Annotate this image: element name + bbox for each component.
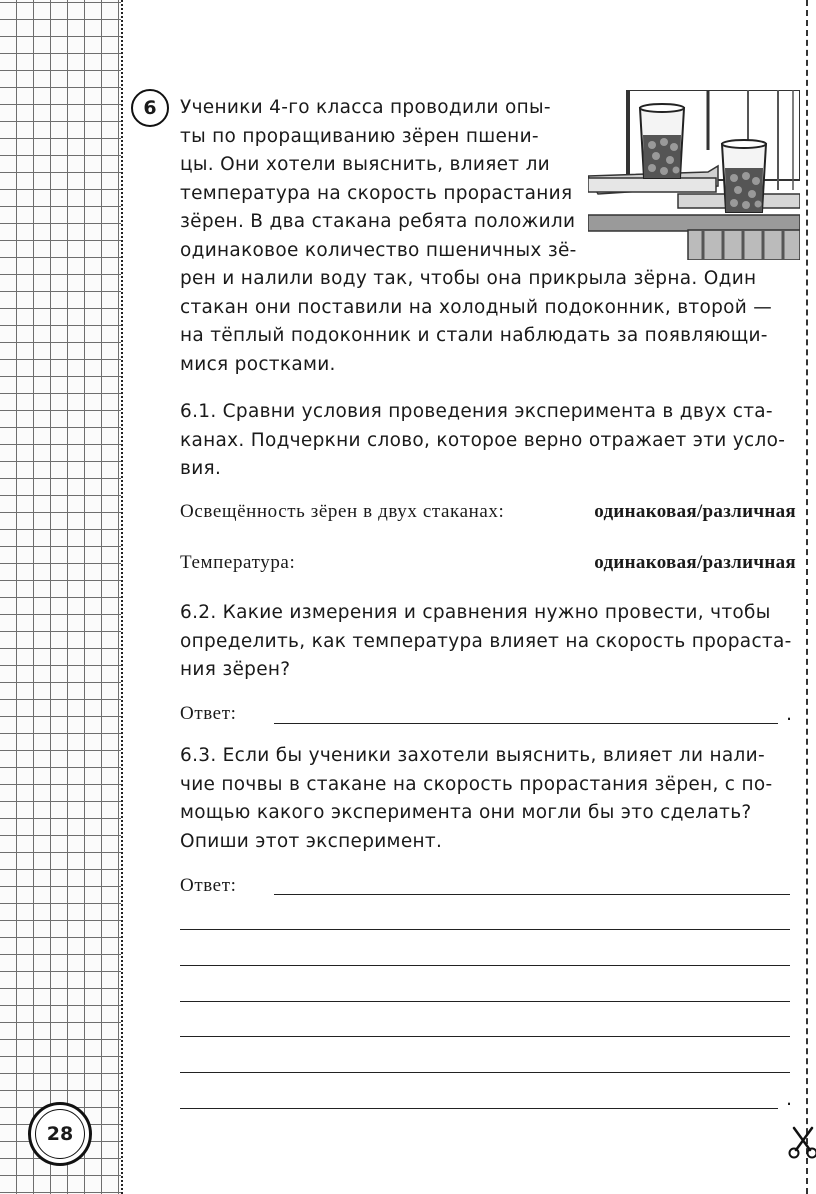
text-line: Ученики 4-го класса проводили опы-: [180, 97, 551, 118]
answer-label: Ответ:: [180, 703, 237, 724]
answer-line[interactable]: [180, 1001, 790, 1002]
answer-line[interactable]: [274, 894, 790, 895]
text-line: канах. Подчеркни слово, которое верно отражает эти усло-: [180, 429, 786, 451]
text-line: мися ростками.: [180, 353, 336, 375]
task-intro-narrow: [180, 94, 577, 265]
task-number: 6: [143, 97, 157, 119]
text-line: на тёплый подоконник и стали наблюдать за появляющи-: [180, 325, 768, 346]
text-line: 6.3. Если бы ученики захотели выяснить, влияет ли нали-: [180, 745, 765, 766]
text-line: чие почвы в стакане на скорость прорастания зёрен, с по-: [180, 773, 773, 795]
text-line: стакан они поставили на холодный подоконник, второй —: [180, 296, 773, 318]
task-intro-full: [180, 265, 772, 379]
condition-row-light: [180, 500, 796, 548]
question-6-1: [180, 398, 785, 484]
answer-line[interactable]: [274, 723, 778, 724]
text-line: 6.1. Сравни условия проведения эксперимента в двух ста-: [180, 401, 773, 422]
text-line: ты по проращиванию зёрен пшени-: [180, 125, 539, 147]
answer-line[interactable]: [180, 1072, 790, 1073]
condition-options[interactable]: одинаковая/различная: [594, 501, 796, 522]
end-mark: .: [786, 1088, 793, 1110]
text-line: мощью какого эксперимента они могли бы это сделать?: [180, 802, 752, 823]
task-number-badge: [131, 89, 169, 127]
condition-row-temperature: [180, 551, 796, 575]
text-line: цы. Они хотели выяснить, влияет ли: [180, 154, 551, 175]
page-number-badge: [28, 1102, 92, 1166]
text-line: одинаковое количество пшеничных зё-: [180, 239, 577, 261]
perforation-line: [121, 0, 123, 1194]
two-glasses-on-windowsill-illustration: [588, 90, 800, 260]
scissors-icon: [786, 1126, 816, 1160]
text-line: определить, как температура влияет на скорость прораста-: [180, 630, 792, 652]
answer-label: Ответ:: [180, 875, 237, 896]
text-line: рен и налили воду так, чтобы она прикрыла зёрна. Один: [180, 268, 757, 289]
text-line: зёрен. В два стакана ребята положили: [180, 211, 576, 232]
page-number: 28: [46, 1123, 74, 1145]
text-line: 6.2. Какие измерения и сравнения нужно провести, чтобы: [180, 602, 771, 623]
answer-line[interactable]: [180, 929, 790, 930]
question-6-3: [180, 742, 772, 856]
text-line: Опиши этот эксперимент.: [180, 830, 443, 852]
condition-label: Температура:: [180, 552, 296, 573]
answer-line[interactable]: [180, 1036, 790, 1037]
end-mark: .: [786, 703, 793, 725]
text-line: ния зёрен?: [180, 659, 291, 680]
text-line: вия.: [180, 458, 222, 479]
text-line: температура на скорость прорастания: [180, 182, 573, 204]
condition-label: Освещённость зёрен в двух стаканах:: [180, 501, 505, 522]
graph-paper-margin: [0, 0, 121, 1194]
answer-line[interactable]: [180, 1108, 778, 1109]
question-6-2: [180, 599, 792, 685]
condition-options[interactable]: одинаковая/различная: [594, 552, 796, 573]
answer-line[interactable]: [180, 965, 790, 966]
cut-dashed-line: [806, 0, 808, 1194]
